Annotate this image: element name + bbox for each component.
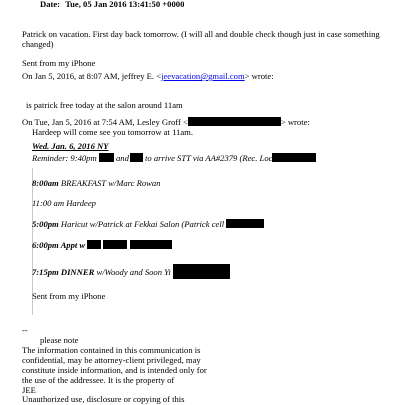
date-value: Tue, 05 Jan 2016 13:41:50 +0000: [65, 0, 185, 9]
redaction-bar: [99, 153, 114, 162]
disclaimer-line: the use of the addressee. It is the property of: [22, 374, 175, 385]
breakfast-line: [32, 179, 161, 189]
quote1-header: [22, 72, 274, 82]
disclaimer-line: Unauthorized use, disclosure or copying of this: [22, 394, 185, 405]
haircut-line: [32, 219, 264, 230]
date-header: [40, 0, 184, 10]
redaction-bar: [130, 153, 143, 162]
dinner-time: 7:15pm DINNER: [32, 267, 95, 277]
appt-line: [32, 240, 172, 251]
redaction-bar: [130, 240, 172, 249]
quote2-line1: Hardeep will come see you tomorrow at 11am.: [32, 127, 194, 137]
disclaimer-line: constitute inside information, and is intended only for: [22, 364, 207, 375]
quote2-header-prefix: On Tue, Jan 5, 2016 at 7:54 AM, Lesley Groff <: [22, 117, 188, 127]
sender-email-link[interactable]: jeevacation@gmail.com: [161, 71, 245, 81]
quote1-body: is patrick free today at the salon around 11am: [26, 100, 183, 110]
redaction-bar: [87, 240, 101, 249]
reminder-text-b: and: [116, 153, 129, 163]
hardeep-line: 11:00 am Hardeep: [32, 198, 96, 208]
redaction-bar: [272, 153, 316, 162]
dinner-line: [32, 264, 230, 279]
please-note: please note: [40, 335, 79, 345]
reply-sent-from: Sent from my iPhone: [22, 58, 96, 68]
redaction-bar: [188, 117, 281, 126]
redaction-bar: [173, 264, 230, 279]
quote2-sent-from: Sent from my iPhone: [32, 291, 106, 301]
quote1-header-prefix: On Jan 5, 2016, at 8:07 AM, jeffrey E. <: [22, 71, 162, 81]
disclaimer-line: confidential, may be attorney-client privileged, may: [22, 354, 201, 365]
signature-dashes: --: [22, 325, 28, 335]
reminder-text-a: Reminder: 9:40pm: [32, 153, 97, 163]
reply-text: Patrick on vacation. First day back tomorrow. (I will all and double check though just in case something changed): [22, 29, 380, 49]
haircut-text: Haricut w/Patrick at Fekkai Salon (Patrick cell: [58, 219, 225, 229]
redaction-bar: [226, 219, 264, 228]
disclaimer-line: JEE: [22, 384, 36, 395]
appt-text: 6:00pm Appt w: [32, 240, 86, 250]
haircut-time: 5:00pm: [32, 219, 59, 229]
quote1-header-suffix: > wrote:: [244, 71, 274, 81]
dinner-text: w/Woody and Soon Yi: [94, 267, 171, 277]
quote2-header-suffix: > wrote:: [280, 117, 310, 127]
breakfast-text: BREAKFAST w/Marc Rowan: [58, 178, 161, 188]
schedule-date-heading: Wed. Jan. 6, 2016 NY: [32, 141, 109, 151]
disclaimer-line: The information contained in this communication is: [22, 345, 201, 355]
reminder-line: [32, 153, 316, 164]
breakfast-time: 8:00am: [32, 178, 59, 188]
disclaimer-block: [22, 346, 207, 405]
date-label: Date:: [40, 0, 61, 9]
redaction-bar: [103, 240, 127, 249]
reminder-text-c: to arrive STT via AA#2379 (Rec. Loc: [145, 153, 273, 163]
